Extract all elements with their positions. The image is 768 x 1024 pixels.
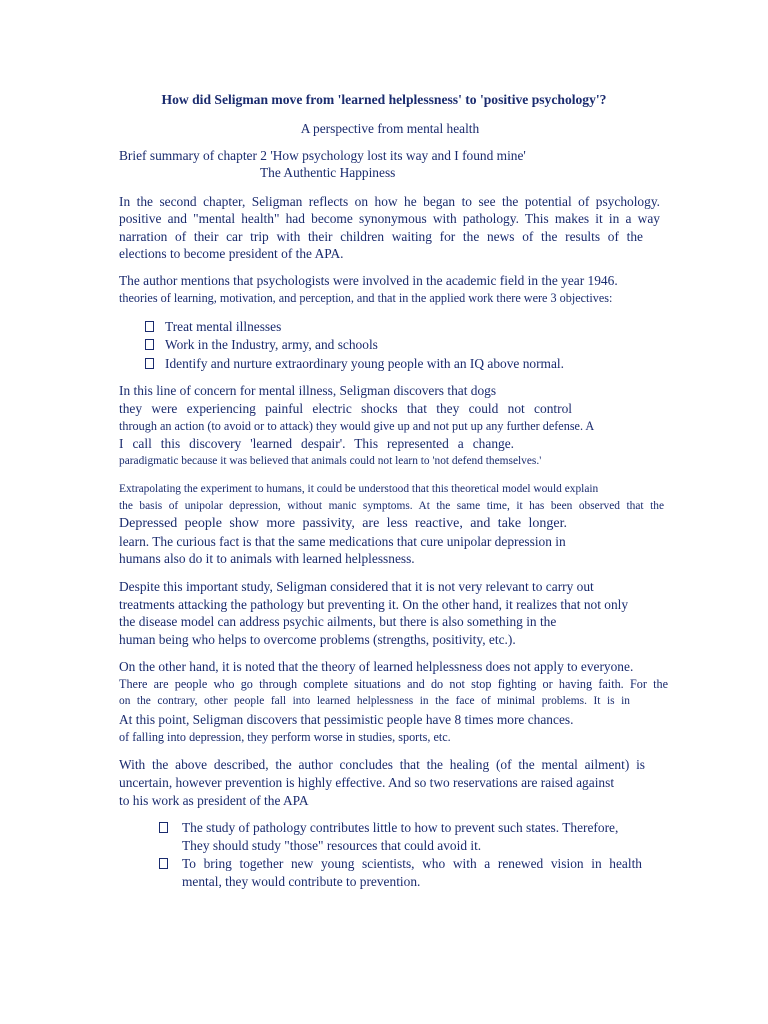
list-item: Work in the Industry, army, and schools <box>165 337 378 352</box>
bullet-icon <box>143 320 155 332</box>
paragraph-line: the basis of unipolar depression, without manic symptoms. At the same time, it has been observed that the <box>119 500 664 512</box>
list-item: To bring together new young scientists, who with a renewed vision in health <box>182 856 642 871</box>
bullet-icon <box>143 338 155 350</box>
paragraph-line: to his work as president of the APA <box>119 793 309 808</box>
paragraph-line: theories of learning, motivation, and perception, and that in the applied work there were 3 objectives: <box>119 291 613 305</box>
paragraph-line: In the second chapter, Seligman reflects on how he began to see the potential of psychology. <box>119 194 660 209</box>
paragraph-line: uncertain, however prevention is highly effective. And so two reservations are raised against <box>119 775 615 790</box>
paragraph-line: of falling into depression, they perform worse in studies, sports, etc. <box>119 730 451 744</box>
bullet-icon <box>157 857 169 869</box>
bullet-icon <box>143 357 155 369</box>
paragraph-line: With the above described, the author concludes that the healing (of the mental ailment) is <box>119 757 645 772</box>
list-item-continuation: mental, they would contribute to prevention. <box>182 874 421 889</box>
paragraph-line: the disease model can address psychic ailments, but there is also something in the <box>119 614 557 629</box>
paragraph-line: treatments attacking the pathology but preventing it. On the other hand, it realizes that not only <box>119 597 629 612</box>
document-subtitle: A perspective from mental health <box>300 121 480 136</box>
paragraph-line: The author mentions that psychologists were involved in the academic field in the year 1946. <box>119 273 618 288</box>
paragraph-line: paradigmatic because it was believed that animals could not learn to 'not defend themselves.' <box>119 455 542 467</box>
list-item-continuation: They should study "those" resources that could avoid it. <box>182 838 482 853</box>
paragraph-line: positive and "mental health" had become synonymous with pathology. This makes it in a way <box>119 211 660 226</box>
list-item: Identify and nurture extraordinary young people with an IQ above normal. <box>165 356 564 371</box>
summary-book-title: The Authentic Happiness <box>260 165 396 180</box>
paragraph-line: human being who helps to overcome problems (strengths, positivity, etc.). <box>119 632 516 647</box>
paragraph-line: they were experiencing painful electric shocks that they could not control <box>119 401 572 416</box>
list-item: Treat mental illnesses <box>165 319 282 334</box>
paragraph-line: There are people who go through complete situations and do not stop fighting or having faith. For the <box>119 677 668 691</box>
paragraph-line: I call this discovery 'learned despair'. This represented a change. <box>119 436 514 451</box>
paragraph-line: On the other hand, it is noted that the theory of learned helplessness does not apply to everyone. <box>119 659 634 674</box>
bullet-icon <box>157 821 169 833</box>
paragraph-line: At this point, Seligman discovers that pessimistic people have 8 times more chances. <box>119 712 574 727</box>
paragraph-line: Depressed people show more passivity, are less reactive, and take longer. <box>119 516 567 531</box>
paragraph-line: Despite this important study, Seligman considered that it is not very relevant to carry out <box>119 579 594 594</box>
summary-line: Brief summary of chapter 2 'How psychology lost its way and I found mine' <box>119 148 526 163</box>
paragraph-line: humans also do it to animals with learned helplessness. <box>119 551 415 566</box>
paragraph-line: learn. The curious fact is that the same medications that cure unipolar depression in <box>119 534 566 549</box>
paragraph-line: on the contrary, other people fall into learned helplessness in the face of minimal problems. It is in <box>119 695 630 707</box>
list-item: The study of pathology contributes little to how to prevent such states. Therefore, <box>182 820 619 835</box>
paragraph-line: narration of their car trip with their children waiting for the news of the results of the <box>119 229 643 244</box>
paragraph-line: In this line of concern for mental illness, Seligman discovers that dogs <box>119 383 497 398</box>
document-title: How did Seligman move from 'learned helplessness' to 'positive psychology'? <box>161 92 607 107</box>
paragraph-line: elections to become president of the APA. <box>119 246 344 261</box>
paragraph-line: through an action (to avoid or to attack) they would give up and not put up any further defense. A <box>119 419 595 433</box>
paragraph-line: Extrapolating the experiment to humans, it could be understood that this theoretical model would explain <box>119 483 599 495</box>
